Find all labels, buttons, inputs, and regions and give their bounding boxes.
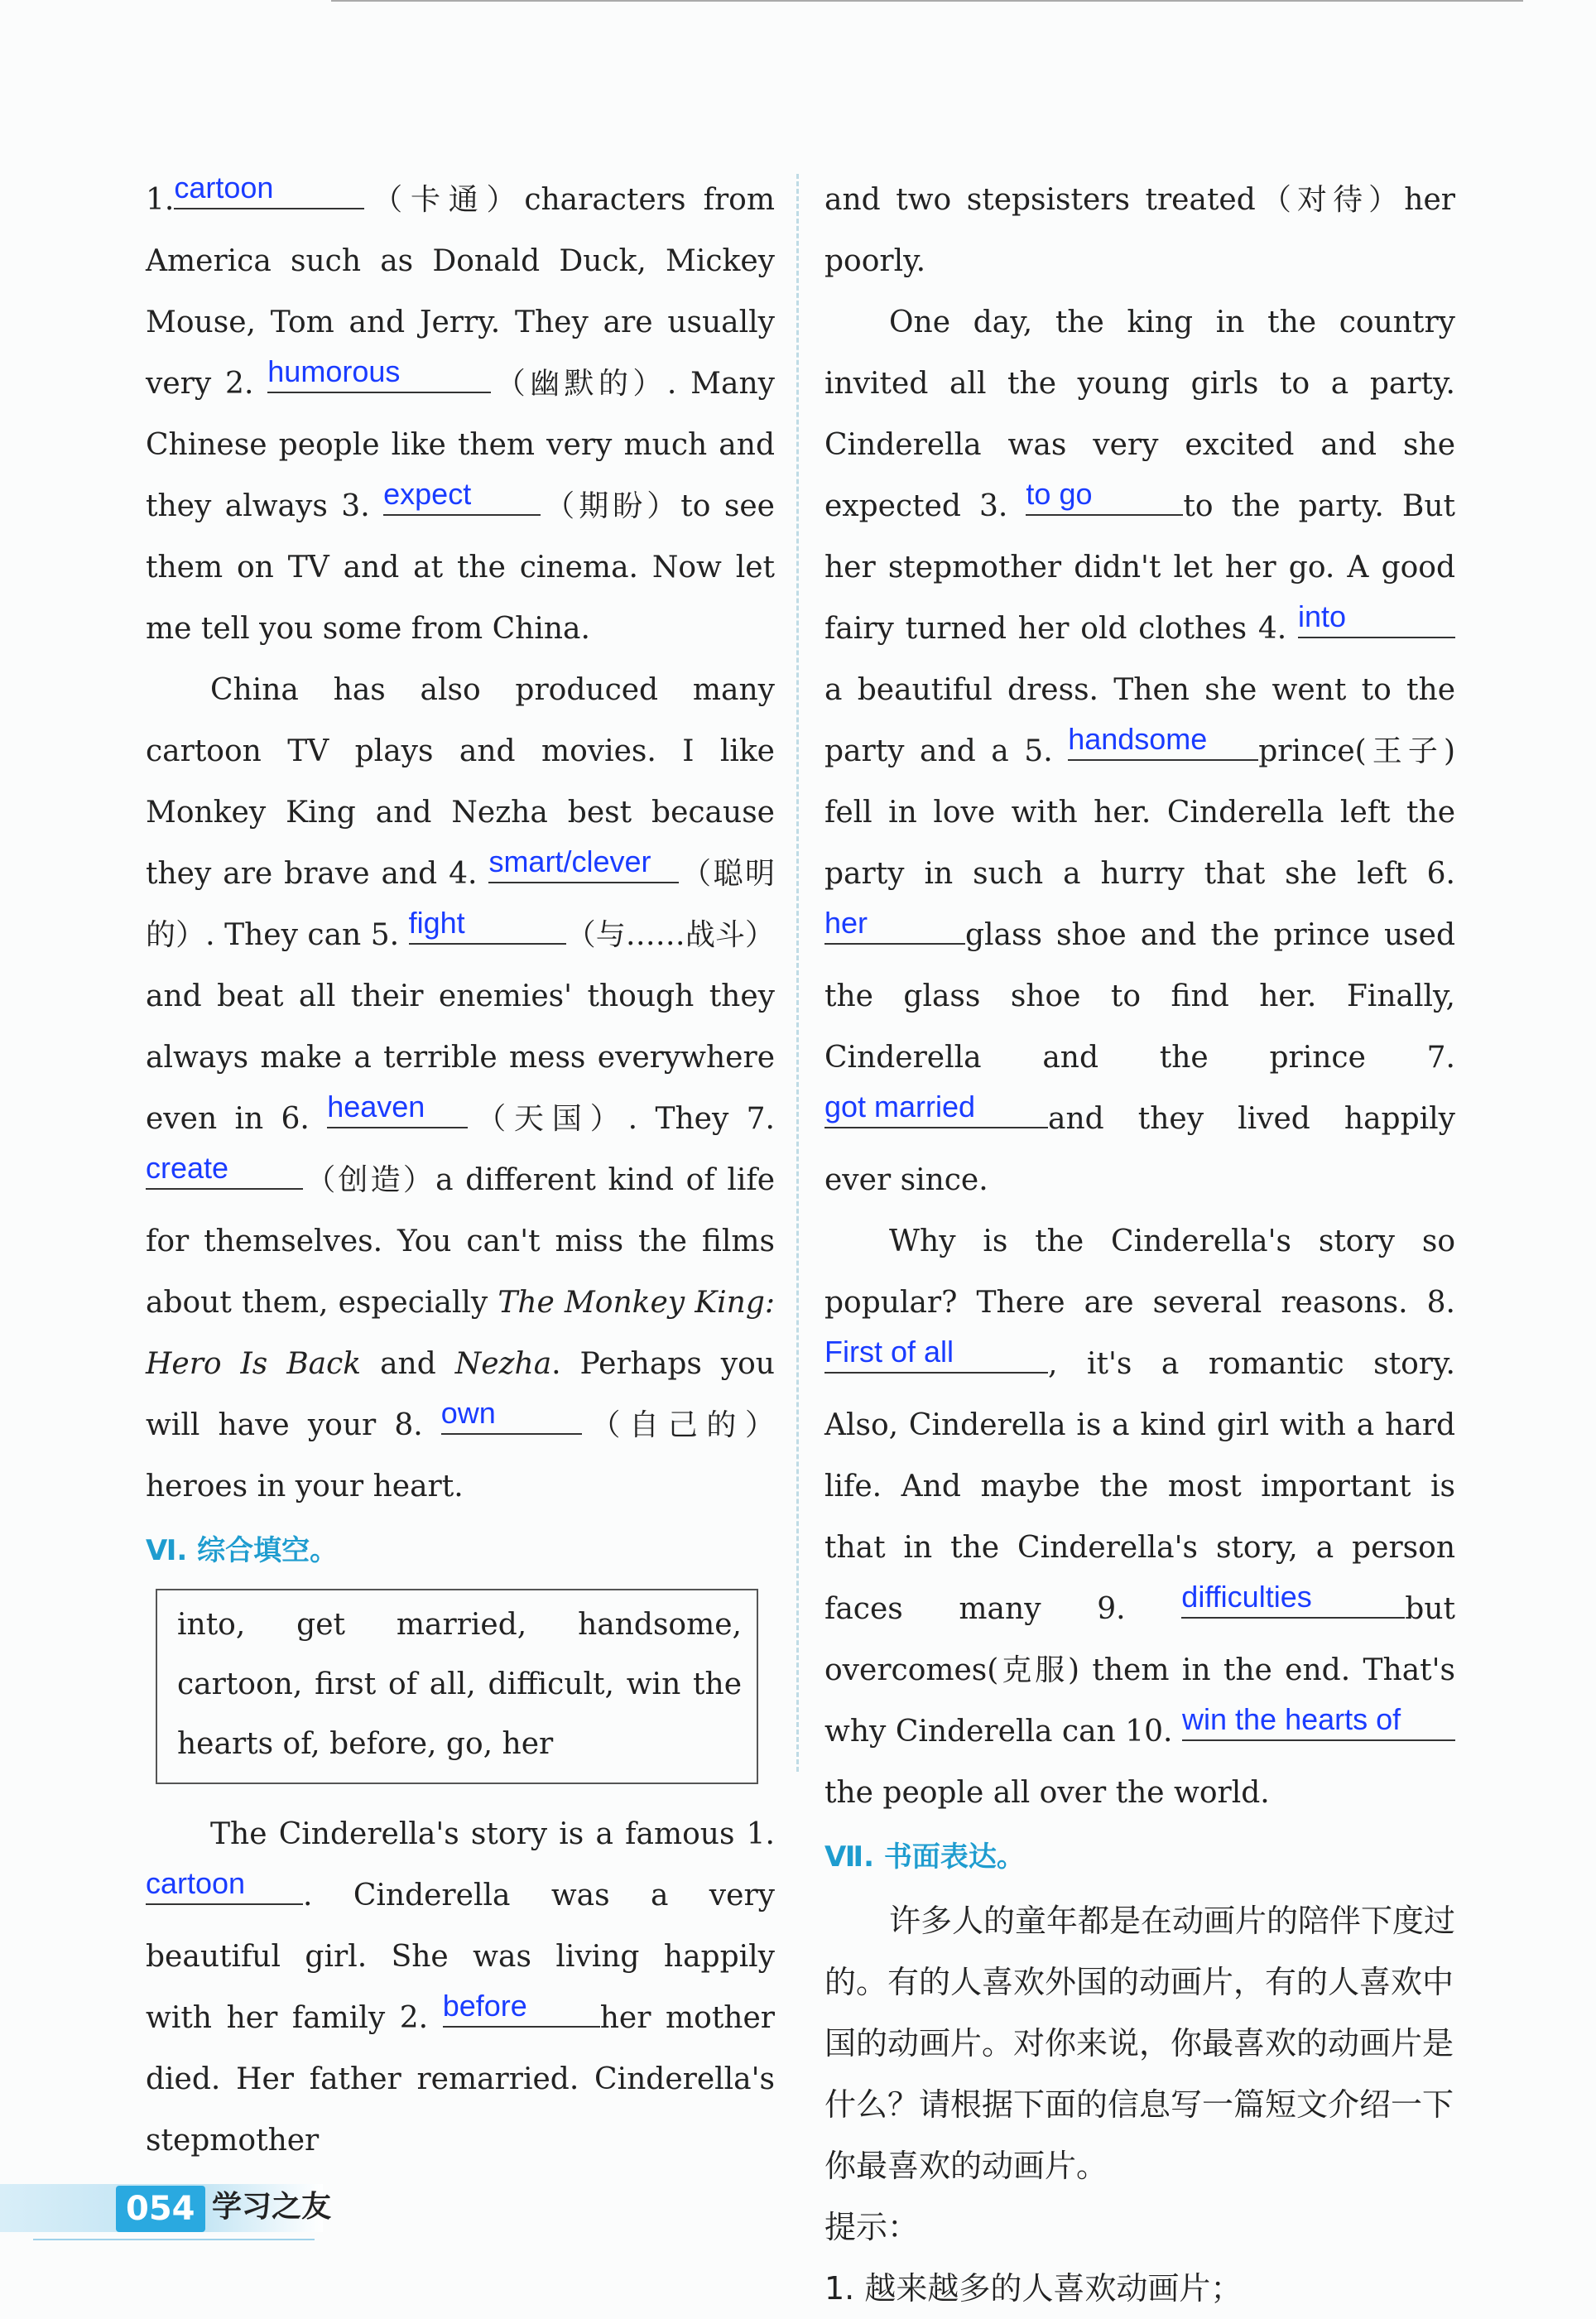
answer-8: own [440,1396,496,1430]
blank-8[interactable] [440,1396,582,1435]
column-divider [796,174,799,1772]
blank-c4[interactable] [1297,599,1455,638]
text: . Cinderella was a very beautiful girl. She was living happily with her family 2. [146,1879,775,2035]
blank-c7[interactable] [824,1090,1048,1128]
text: （创造）a different kind of life for themselves. You can't miss the films about them, especially [146,1163,775,1320]
text: （自己的）heroes in your heart. [146,1408,775,1504]
answer-7: create [146,1151,229,1185]
text: （天国）. They 7. [468,1102,775,1136]
section-7-title: Ⅶ. 书面表达。 [824,1840,1025,1874]
text: , it's a romantic story. Also, Cinderella is a kind girl with a hard life. And maybe the most important is that in the Cinderella's story, a person faces many 9. [824,1347,1455,1626]
blank-c8[interactable] [824,1335,1048,1374]
text: （聪明的）. They can 5. [146,857,775,952]
film-title: Nezha [454,1347,552,1381]
answer-4: smart/clever [488,844,651,878]
text: China has also produced many cartoon TV plays and movies. I like Monkey King and Nezha best because they are brave and 4. [146,673,775,891]
answer-3: expect [383,477,472,511]
text: One day, the king in the country invited all the young girls to a party. Cinderella was very excited and she expected 3. [824,306,1455,523]
answer-c2: before [442,1989,527,2023]
blank-c3[interactable] [1026,477,1183,516]
brand-logo: 学习之友 [212,2190,332,2224]
answer-c9: difficulties [1181,1580,1312,1614]
blank-c1[interactable] [146,1866,303,1905]
text: Why is the Cinderella's story so popular? There are several reasons. 8. [824,1224,1455,1320]
answer-c3: to go [1026,477,1093,511]
answer-1: cartoon [174,171,274,204]
blank-4[interactable] [488,844,679,883]
writing-prompt: 许多人的童年都是在动画片的陪伴下度过的。有的人喜欢外国的动画片，有的人喜欢中国的动画片。对你来说，你最喜欢的动画片是什么？请根据下面的信息写一篇短文介绍一下你最喜欢的动画片。 [824,1903,1456,2184]
passage2-continued: and two stepsisters treated（对待）her poorly. [824,183,1455,278]
text: （幽默的）. Many Chinese people like them very much and they always 3. [146,367,775,523]
text: and [380,1347,436,1381]
answer-c1: cartoon [146,1866,246,1900]
answer-5: fight [408,906,465,940]
text: （期盼）to see them on TV and at the cinema. Now let me tell you some from China. [146,489,775,646]
top-rule [331,0,1523,2]
text: （与……战斗）and beat all their enemies' though they always make a terrible mess everywhere even in 6. [146,918,775,1136]
blank-c6[interactable] [824,906,965,945]
answer-c6: her [824,906,868,940]
blank-5[interactable] [408,906,566,945]
blank-3[interactable] [383,477,541,516]
left-column [146,170,775,2172]
hint-label: 提示： [824,2209,920,2245]
answer-c8: First of all [824,1335,954,1369]
passage2-paragraph2 [824,292,1455,1211]
passage1-paragraph1 [146,170,775,660]
word-bank: into, get married, handsome, cartoon, first of all, difficult, win the hearts of, before, go, her [177,1608,742,1761]
text: a beautiful dress. Then she went to the party and a 5. [824,673,1455,768]
blank-7[interactable] [146,1151,303,1190]
answer-c5: handsome [1068,722,1208,756]
hint-1: 1. 越来越多的人喜欢动画片； [824,2270,1243,2307]
text: to the party. But her stepmother didn't let her go. A good fairy turned her old clothes 4. [824,489,1455,646]
text: the people all over the world. [824,1776,1270,1810]
page-number: 054 [116,2186,205,2232]
text: but overcomes(克服) them in the end. That's why Cinderella can 10. [824,1592,1455,1749]
blank-c9[interactable] [1181,1580,1405,1619]
word-bank-box [156,1589,758,1784]
footer-rule [33,2239,315,2240]
answer-c7: got married [824,1090,976,1123]
answer-c4: into [1297,599,1347,633]
text: prince(王子) fell in love with her. Cinderella left the party in such a hurry that she left 6. [824,734,1456,891]
answer-6: heaven [327,1090,425,1123]
text: her mother died. Her father remarried. Cinderella's stepmother [146,2001,775,2158]
passage2-paragraph3 [824,1211,1455,1824]
right-column [824,170,1455,2319]
blank-c10[interactable] [1182,1702,1455,1741]
answer-c10: win the hearts of [1182,1702,1401,1736]
passage2-paragraph1 [146,1804,775,2172]
blank-2[interactable] [267,354,491,393]
text: and they lived happily ever since. [824,1102,1455,1197]
blank-6[interactable] [327,1090,468,1128]
text: glass shoe and the prince used the glass shoe to find her. Finally, Cinderella and the prince 7. [824,918,1455,1075]
blank-1[interactable] [174,171,364,209]
blank-c2[interactable] [442,1989,600,2028]
text: （卡通）characters from America such as Donald Duck, Mickey Mouse, Tom and Jerry. They are usually very 2. [146,183,775,401]
answer-2: humorous [267,354,401,388]
film-title: The Monkey King: Hero Is Back [146,1286,775,1381]
text: . Perhaps you will have your 8. [146,1347,775,1442]
passage1-paragraph2 [146,660,775,1518]
section-6-title: Ⅵ. 综合填空。 [146,1534,339,1567]
text: The Cinderella's story is a famous 1. [210,1817,775,1851]
blank-number: 1. [146,183,175,217]
blank-c5[interactable] [1068,722,1258,761]
